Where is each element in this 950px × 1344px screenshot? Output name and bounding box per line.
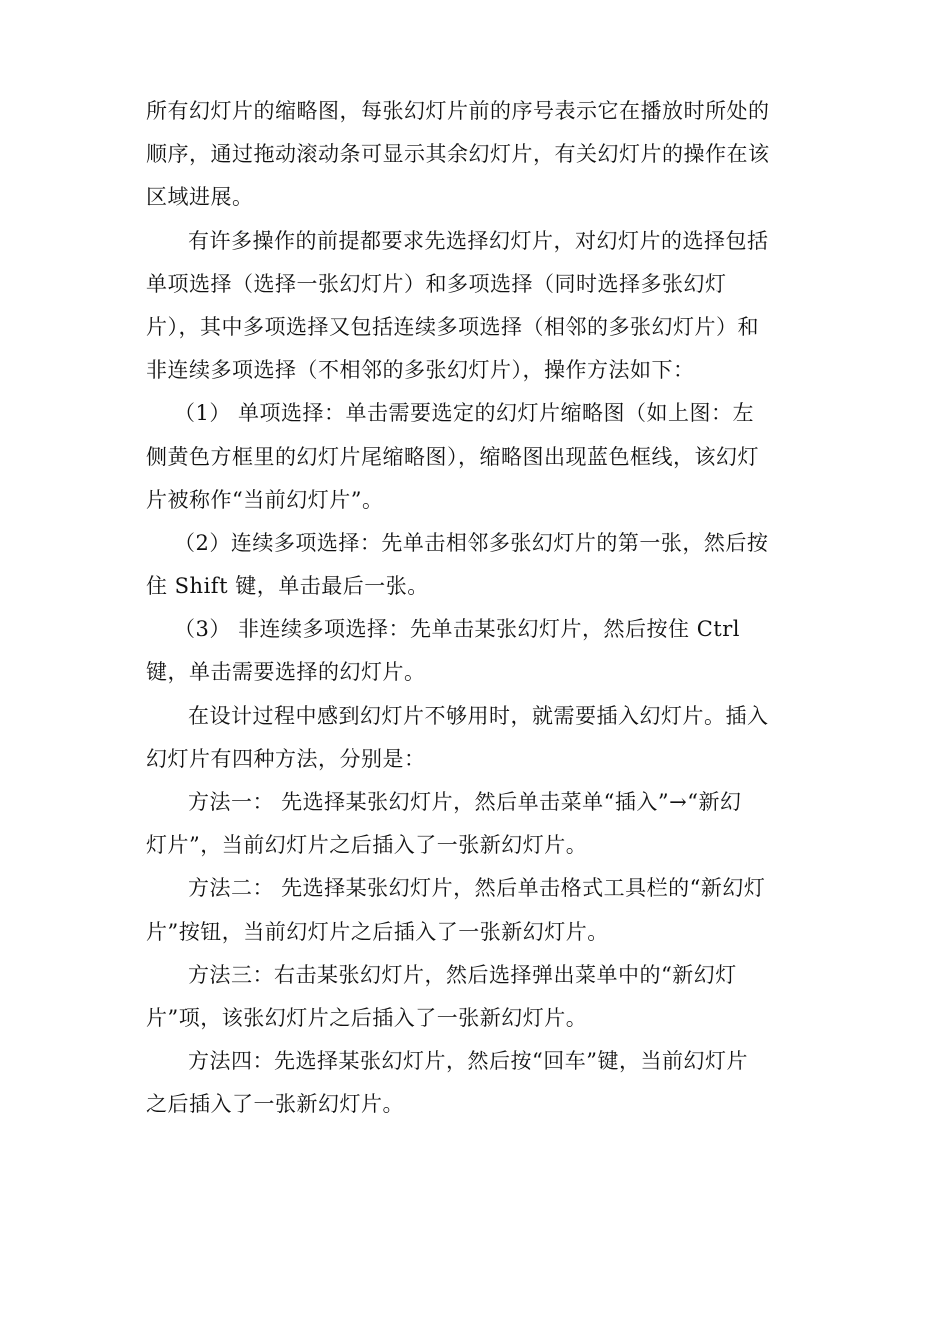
paragraph-line: 所有幻灯片的缩略图，每张幻灯片前的序号表示它在播放时所处的 bbox=[146, 99, 770, 123]
paragraph-continuous-selection bbox=[146, 522, 810, 608]
paragraph-line: 片），其中多项选择又包括连续多项选择（相邻的多张幻灯片）和 bbox=[146, 314, 759, 339]
paragraph-line: 片”按钮，当前幻灯片之后插入了一张新幻灯片。 bbox=[146, 919, 609, 944]
paragraph-slide-thumbnails bbox=[146, 90, 810, 220]
paragraph-line: 非连续多项选择（不相邻的多张幻灯片），操作方法如下： bbox=[146, 358, 695, 383]
paragraph-line: 方法一： 先选择某张幻灯片，然后单击菜单“插入”→“新幻 bbox=[188, 790, 742, 814]
paragraph-method-one bbox=[146, 781, 810, 867]
paragraph-line: （3） 非连续多项选择：先单击某张幻灯片，然后按住 Ctrl bbox=[174, 617, 740, 642]
paragraph-method-four bbox=[146, 1040, 810, 1126]
paragraph-line: 灯片”，当前幻灯片之后插入了一张新幻灯片。 bbox=[146, 833, 588, 858]
paragraph-line: 有许多操作的前提都要求先选择幻灯片，对幻灯片的选择包括 bbox=[188, 228, 769, 253]
paragraph-single-selection bbox=[146, 392, 810, 522]
paragraph-line: 在设计过程中感到幻灯片不够用时，就需要插入幻灯片。插入 bbox=[188, 703, 769, 728]
paragraph-line: 键，单击需要选择的幻灯片。 bbox=[146, 660, 426, 685]
paragraph-line: 顺序，通过拖动滚动条可显示其余幻灯片，有关幻灯片的操作在该 bbox=[146, 142, 770, 167]
paragraph-line: 片被称作“当前幻灯片”。 bbox=[146, 487, 384, 512]
document-body bbox=[146, 90, 810, 1127]
paragraph-selection-intro bbox=[146, 220, 810, 393]
paragraph-noncontinuous-selection bbox=[146, 608, 810, 694]
paragraph-line: 之后插入了一张新幻灯片。 bbox=[146, 1092, 404, 1117]
paragraph-method-three bbox=[146, 954, 810, 1040]
paragraph-line: 区域进展。 bbox=[146, 185, 254, 210]
paragraph-line: 幻灯片有四种方法，分别是： bbox=[146, 746, 426, 771]
paragraph-line: 方法四：先选择某张幻灯片，然后按“回车”键，当前幻灯片 bbox=[188, 1049, 748, 1074]
paragraph-line: （2）连续多项选择：先单击相邻多张幻灯片的第一张，然后按 bbox=[174, 530, 769, 555]
paragraph-line: （1） 单项选择：单击需要选定的幻灯片缩略图（如上图：左 bbox=[174, 401, 755, 426]
paragraph-line: 方法二： 先选择某张幻灯片，然后单击格式工具栏的“新幻灯 bbox=[188, 876, 766, 901]
paragraph-line: 片”项，该张幻灯片之后插入了一张新幻灯片。 bbox=[146, 1005, 588, 1030]
paragraph-line: 侧黄色方框里的幻灯片尾缩略图），缩略图出现蓝色框线，该幻灯 bbox=[146, 444, 759, 469]
paragraph-line: 住 Shift 键，单击最后一张。 bbox=[146, 574, 429, 599]
paragraph-line: 单项选择（选择一张幻灯片）和多项选择（同时选择多张幻灯 bbox=[146, 271, 727, 296]
paragraph-line: 方法三：右击某张幻灯片，然后选择弹出菜单中的“新幻灯 bbox=[188, 962, 737, 987]
paragraph-method-two bbox=[146, 867, 810, 953]
paragraph-insert-intro bbox=[146, 695, 810, 781]
